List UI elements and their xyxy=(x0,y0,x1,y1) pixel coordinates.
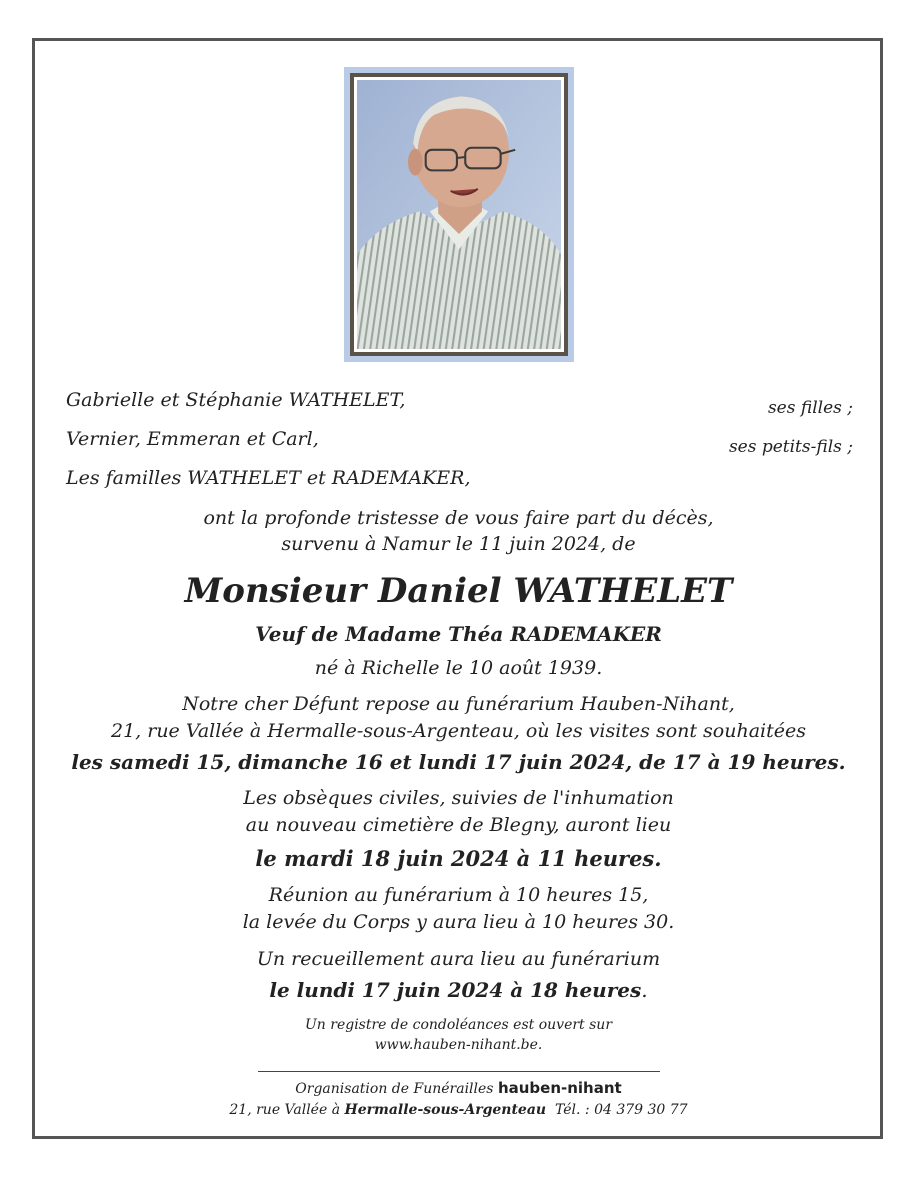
meeting-line2: la levée du Corps y aura lieu à 10 heures 30. xyxy=(242,911,675,933)
deceased-name: Monsieur Daniel WATHELET xyxy=(184,571,733,611)
visitation-line1: Notre cher Défunt repose au funérarium Hauben-Nihant, xyxy=(182,693,735,715)
footer-phone: Tél. : 04 379 30 77 xyxy=(554,1102,688,1118)
registry-line1: Un registre de condoléances est ouvert sur xyxy=(304,1017,613,1033)
portrait-frame xyxy=(344,67,574,362)
recueillement-date-line xyxy=(36,978,881,1002)
recueillement-line1: Un recueillement aura lieu au funérarium xyxy=(256,948,661,970)
deceased-spouse: Veuf de Madame Théa RADEMAKER xyxy=(255,622,662,646)
deceased-birth: né à Richelle le 10 août 1939. xyxy=(314,657,603,679)
recueillement-date: le lundi 17 juin 2024 à 18 heures xyxy=(269,978,642,1002)
portrait-photo xyxy=(350,73,568,356)
visitation-dates: les samedi 15, dimanche 16 et lundi 17 juin 2024, de 17 à 19 heures. xyxy=(71,750,846,774)
brand-logo: hauben-nihant xyxy=(497,1079,622,1097)
family-families: Les familles WATHELET et RADEMAKER, xyxy=(66,467,471,489)
meeting-line1: Réunion au funérarium à 10 heures 15, xyxy=(268,884,649,906)
family-grandsons: Vernier, Emmeran et Carl, xyxy=(66,428,319,450)
recueillement-period: . xyxy=(641,978,648,1002)
registry-link[interactable]: www.hauben-nihant.be. xyxy=(374,1037,543,1053)
footer-address-town: Hermalle-sous-Argenteau xyxy=(344,1102,547,1118)
family-daughters: Gabrielle et Stéphanie WATHELET, xyxy=(66,389,406,411)
announcement-line1: ont la profonde tristesse de vous faire part du décès, xyxy=(203,507,714,529)
role-grandsons: ses petits-fils ; xyxy=(728,437,853,457)
footer-address-line xyxy=(36,1102,881,1118)
announcement-line2: survenu à Namur le 11 juin 2024, de xyxy=(281,533,636,555)
funeral-line2: au nouveau cimetière de Blegny, auront lieu xyxy=(245,814,672,836)
role-daughters: ses filles ; xyxy=(767,398,853,418)
footer-divider xyxy=(258,1071,660,1072)
visitation-line2: 21, rue Vallée à Hermalle-sous-Argenteau, où les visites sont souhaitées xyxy=(110,720,806,742)
footer-org-line xyxy=(36,1079,881,1097)
funeral-line1: Les obsèques civiles, suivies de l'inhumation xyxy=(243,787,674,809)
footer-address-prefix: 21, rue Vallée à xyxy=(229,1102,341,1118)
footer-org-label: Organisation de Funérailles xyxy=(295,1081,494,1097)
funeral-date: le mardi 18 juin 2024 à 11 heures. xyxy=(255,846,662,871)
